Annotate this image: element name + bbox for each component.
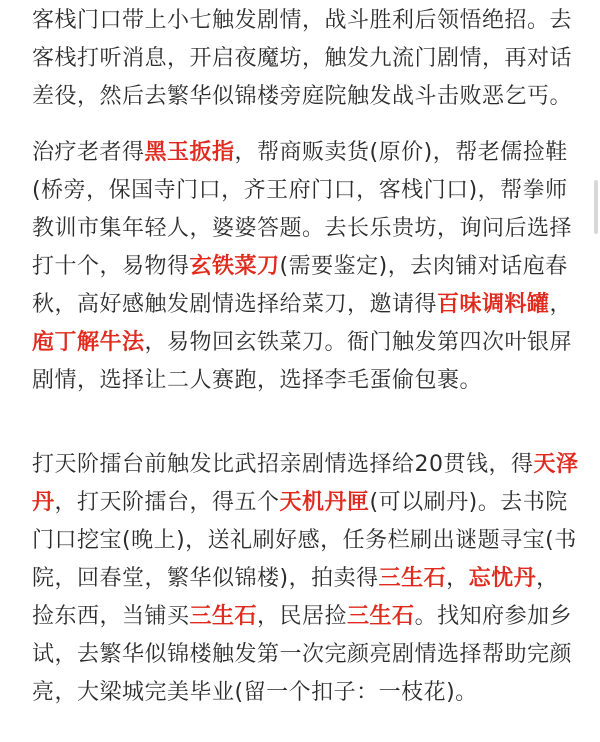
paragraph <box>32 2 573 116</box>
text-run: 院，回春堂，繁华似锦楼)，拍卖得 <box>32 566 379 591</box>
text-line <box>32 286 573 324</box>
text-run: ，易物回玄铁菜刀。衙门触发第四次叶银屏 <box>144 330 573 355</box>
text-run: 捡东西，当铺买 <box>32 604 190 629</box>
text-line <box>32 362 568 400</box>
text-run: ， <box>549 292 573 317</box>
text-run: 客栈打听消息，开启夜魔坊，触发九流门剧情，再对话 <box>32 46 573 71</box>
text-run: ，帮商贩卖货(原价)，帮老儒捡鞋 <box>234 140 568 165</box>
item-name-highlight: 天机丹匣 <box>279 490 370 515</box>
text-run: 。找知府参加乡 <box>414 604 573 629</box>
item-name-highlight: 三生石 <box>378 566 447 591</box>
text-line <box>32 78 573 116</box>
item-name-highlight: 天泽 <box>533 452 579 477</box>
text-line <box>32 40 573 78</box>
text-line <box>32 210 573 248</box>
item-name-highlight: 三生石 <box>347 604 415 629</box>
item-name-highlight: 忘忧丹 <box>468 566 537 591</box>
text-line <box>32 674 568 712</box>
text-line <box>32 636 573 674</box>
text-run: 门口挖宝(晚上)，送礼刷好感，任务栏刷出谜题寻宝(书 <box>32 528 577 553</box>
text-run: ，民居捡 <box>257 604 348 629</box>
text-run: (需要鉴定)，去肉铺对话庖春 <box>279 254 568 279</box>
text-line <box>32 522 577 560</box>
text-line <box>32 446 579 484</box>
item-name-highlight: 百味调料罐 <box>437 292 550 317</box>
text-line <box>32 172 568 210</box>
text-run: 客栈门口带上小七触发剧情，战斗胜利后领悟绝招。去 <box>32 8 573 33</box>
item-name-highlight: 玄铁菜刀 <box>189 254 280 279</box>
text-run: 试，去繁华似锦楼触发第一次完颜亮剧情选择帮助完颜 <box>32 642 573 667</box>
text-run: 打十个，易物得 <box>32 254 190 279</box>
item-name-highlight: 庖丁解牛法 <box>32 330 145 355</box>
text-run: 差役，然后去繁华似锦楼旁庭院触发战斗击败恶乞丐。 <box>32 84 573 109</box>
item-name-highlight: 黑玉扳指 <box>144 140 235 165</box>
text-line <box>32 484 568 522</box>
text-run: (可以刷丹)。去书院 <box>369 490 568 515</box>
text-run: ， <box>536 566 559 591</box>
text-line <box>32 134 568 172</box>
item-name-highlight: 丹 <box>32 490 55 515</box>
text-run: 秋，高好感触发剧情选择给菜刀，邀请得 <box>32 292 438 317</box>
text-run: ， <box>446 566 469 591</box>
text-run: 治疗老者得 <box>32 140 145 165</box>
text-run: ，打天阶擂台，得五个 <box>54 490 280 515</box>
text-run: 打天阶擂台前触发比武招亲剧情选择给20贯钱，得 <box>32 452 534 477</box>
text-run: (桥旁，保国寺门口，齐王府门口，客栈门口)，帮拳师 <box>32 178 568 203</box>
text-line <box>32 248 568 286</box>
text-line <box>32 560 568 598</box>
text-line <box>32 324 573 362</box>
text-run: 亮，大梁城完美毕业(留一个扣子：一枝花)。 <box>32 680 478 705</box>
text-line <box>32 598 573 636</box>
text-line <box>32 2 573 40</box>
item-name-highlight: 三生石 <box>189 604 258 629</box>
text-run: 剧情，选择让二人赛跑，选择李毛蛋偷包裹。 <box>32 368 483 393</box>
paragraph <box>32 134 573 400</box>
text-run: 教训市集年轻人，婆婆答题。去长乐贵坊，询问后选择 <box>32 216 573 241</box>
paragraph <box>32 446 579 712</box>
scrollbar[interactable] <box>594 180 598 234</box>
